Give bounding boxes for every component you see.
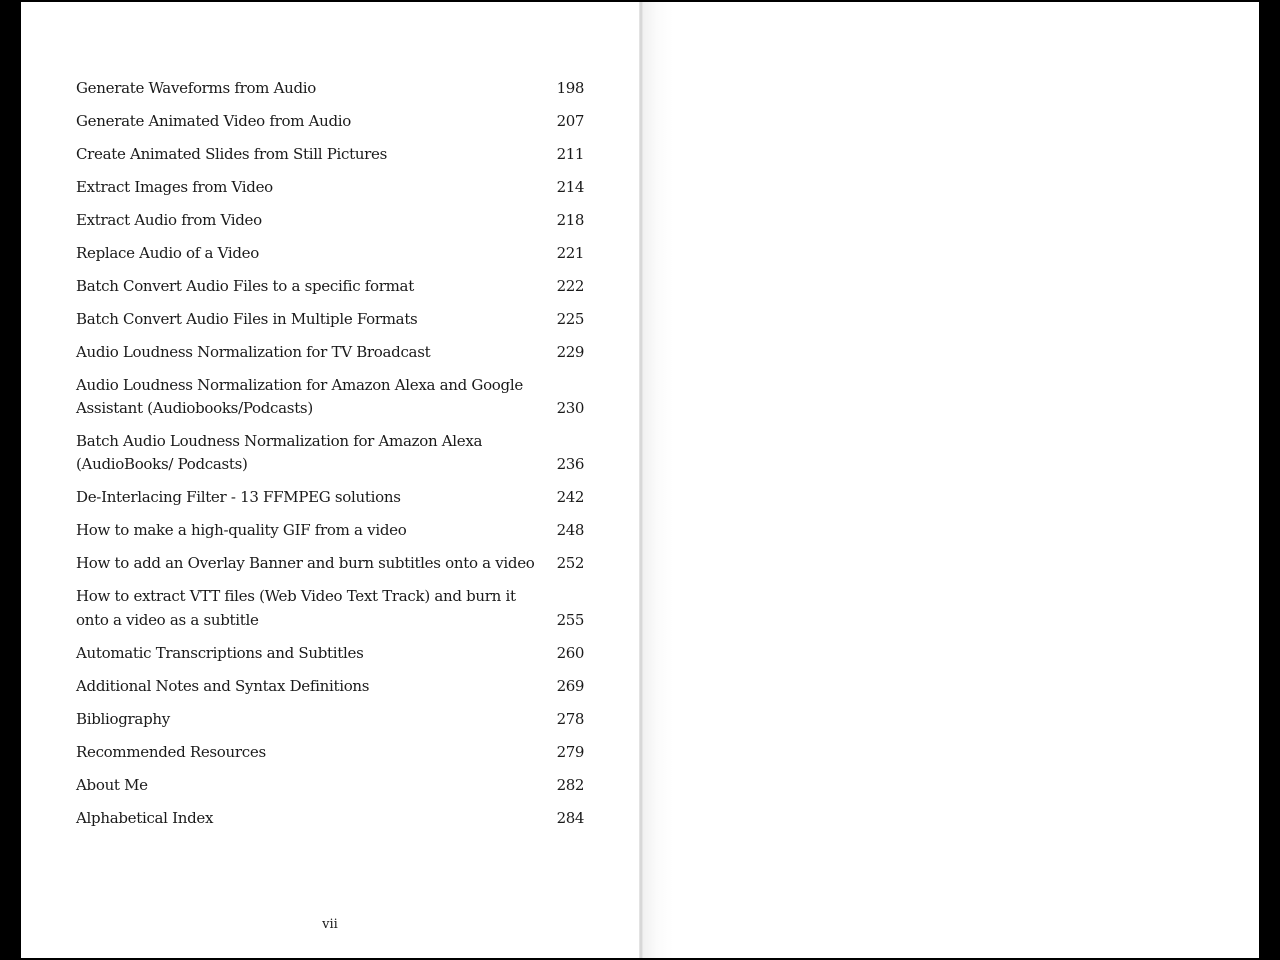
toc-entry-page-number: 229 — [556, 342, 584, 361]
toc-entry-title: Batch Convert Audio Files to a specific format — [76, 276, 414, 295]
page-folio: vii — [322, 917, 338, 932]
toc-entry-title: Batch Audio Loudness Normalization for Amazon Alexa (AudioBooks/ Podcasts) — [76, 432, 483, 474]
toc-entry[interactable] — [76, 275, 584, 298]
toc-entry[interactable] — [76, 741, 584, 764]
toc-entry[interactable] — [76, 308, 584, 331]
toc-entry-title: How to make a high-quality GIF from a video — [76, 521, 407, 540]
toc-entry-page-number: 236 — [556, 455, 584, 474]
toc-entry[interactable] — [76, 77, 584, 100]
toc-entry[interactable] — [76, 708, 584, 731]
toc-entry-page-number: 242 — [556, 488, 584, 507]
left-page — [21, 2, 639, 958]
toc-entry[interactable] — [76, 110, 584, 133]
toc-entry[interactable] — [76, 430, 584, 477]
toc-entry[interactable] — [76, 486, 584, 509]
toc-entry-title: About Me — [76, 775, 148, 794]
toc-entry[interactable] — [76, 519, 584, 542]
toc-entry[interactable] — [76, 552, 584, 575]
toc-entry-page-number: 282 — [556, 775, 584, 794]
toc-entry[interactable] — [76, 176, 584, 199]
toc-entry-title: Extract Images from Video — [76, 177, 273, 196]
toc-entry-title: Generate Waveforms from Audio — [76, 79, 317, 97]
toc-entry-title: Batch Convert Audio Files in Multiple Formats — [76, 309, 418, 328]
toc-entry[interactable] — [76, 209, 584, 232]
toc-entry-page-number: 260 — [556, 643, 584, 662]
toc-entry-title: How to add an Overlay Banner and burn subtitles onto a video — [76, 554, 535, 573]
toc-entry-page-number: 225 — [556, 309, 584, 328]
toc-entry-title: Generate Animated Video from Audio — [76, 111, 352, 130]
toc-entry[interactable] — [76, 774, 584, 797]
toc-entry-page-number: 207 — [556, 111, 584, 130]
toc-entry-page-number: 279 — [556, 742, 584, 761]
toc-entry[interactable] — [76, 143, 584, 166]
toc-entry-page-number: 248 — [556, 521, 584, 540]
toc-entry-page-number: 269 — [556, 676, 584, 695]
book-spread — [21, 2, 1259, 958]
toc-entry-page-number: 230 — [556, 399, 584, 418]
toc-entry-title: De-Interlacing Filter - 13 FFMPEG solutions — [76, 488, 401, 507]
toc-entry-title: Additional Notes and Syntax Definitions — [76, 676, 370, 695]
toc-entry-title: Replace Audio of a Video — [76, 243, 259, 262]
toc-entry-title: Alphabetical Index — [76, 808, 214, 827]
toc-entry[interactable] — [76, 642, 584, 665]
toc-entry-title: Bibliography — [76, 709, 170, 728]
toc-entry[interactable] — [76, 374, 584, 421]
toc-entry-page-number: 252 — [556, 554, 584, 573]
toc-entry-title: Recommended Resources — [76, 742, 266, 761]
toc-entry[interactable] — [76, 807, 584, 830]
toc-entry-title: Extract Audio from Video — [76, 210, 262, 229]
table-of-contents — [76, 77, 584, 840]
toc-entry-title: Audio Loudness Normalization for Amazon Alexa and Google Assistant (Audiobooks/Podcasts) — [76, 375, 523, 418]
toc-entry-page-number: 278 — [556, 709, 584, 728]
right-page — [643, 2, 1259, 958]
toc-entry-page-number: 218 — [556, 210, 584, 229]
toc-entry-page-number: 214 — [556, 177, 584, 196]
toc-entry-title: Automatic Transcriptions and Subtitles — [76, 643, 364, 662]
toc-entry-page-number: 255 — [556, 610, 584, 629]
toc-entry-page-number: 284 — [556, 808, 584, 827]
toc-entry-title: Create Animated Slides from Still Pictures — [76, 144, 388, 163]
toc-entry-page-number: 221 — [556, 243, 584, 262]
toc-entry[interactable] — [76, 675, 584, 698]
toc-entry-page-number: 198 — [556, 79, 584, 97]
toc-entry-title: How to extract VTT files (Web Video Text Track) and burn it onto a video as a subtitle — [76, 587, 516, 629]
toc-entry-page-number: 222 — [556, 276, 584, 295]
toc-entry[interactable] — [76, 341, 584, 364]
toc-entry[interactable] — [76, 242, 584, 265]
toc-entry-page-number: 211 — [556, 144, 584, 163]
toc-entry-title: Audio Loudness Normalization for TV Broadcast — [76, 342, 431, 361]
toc-entry[interactable] — [76, 585, 584, 632]
